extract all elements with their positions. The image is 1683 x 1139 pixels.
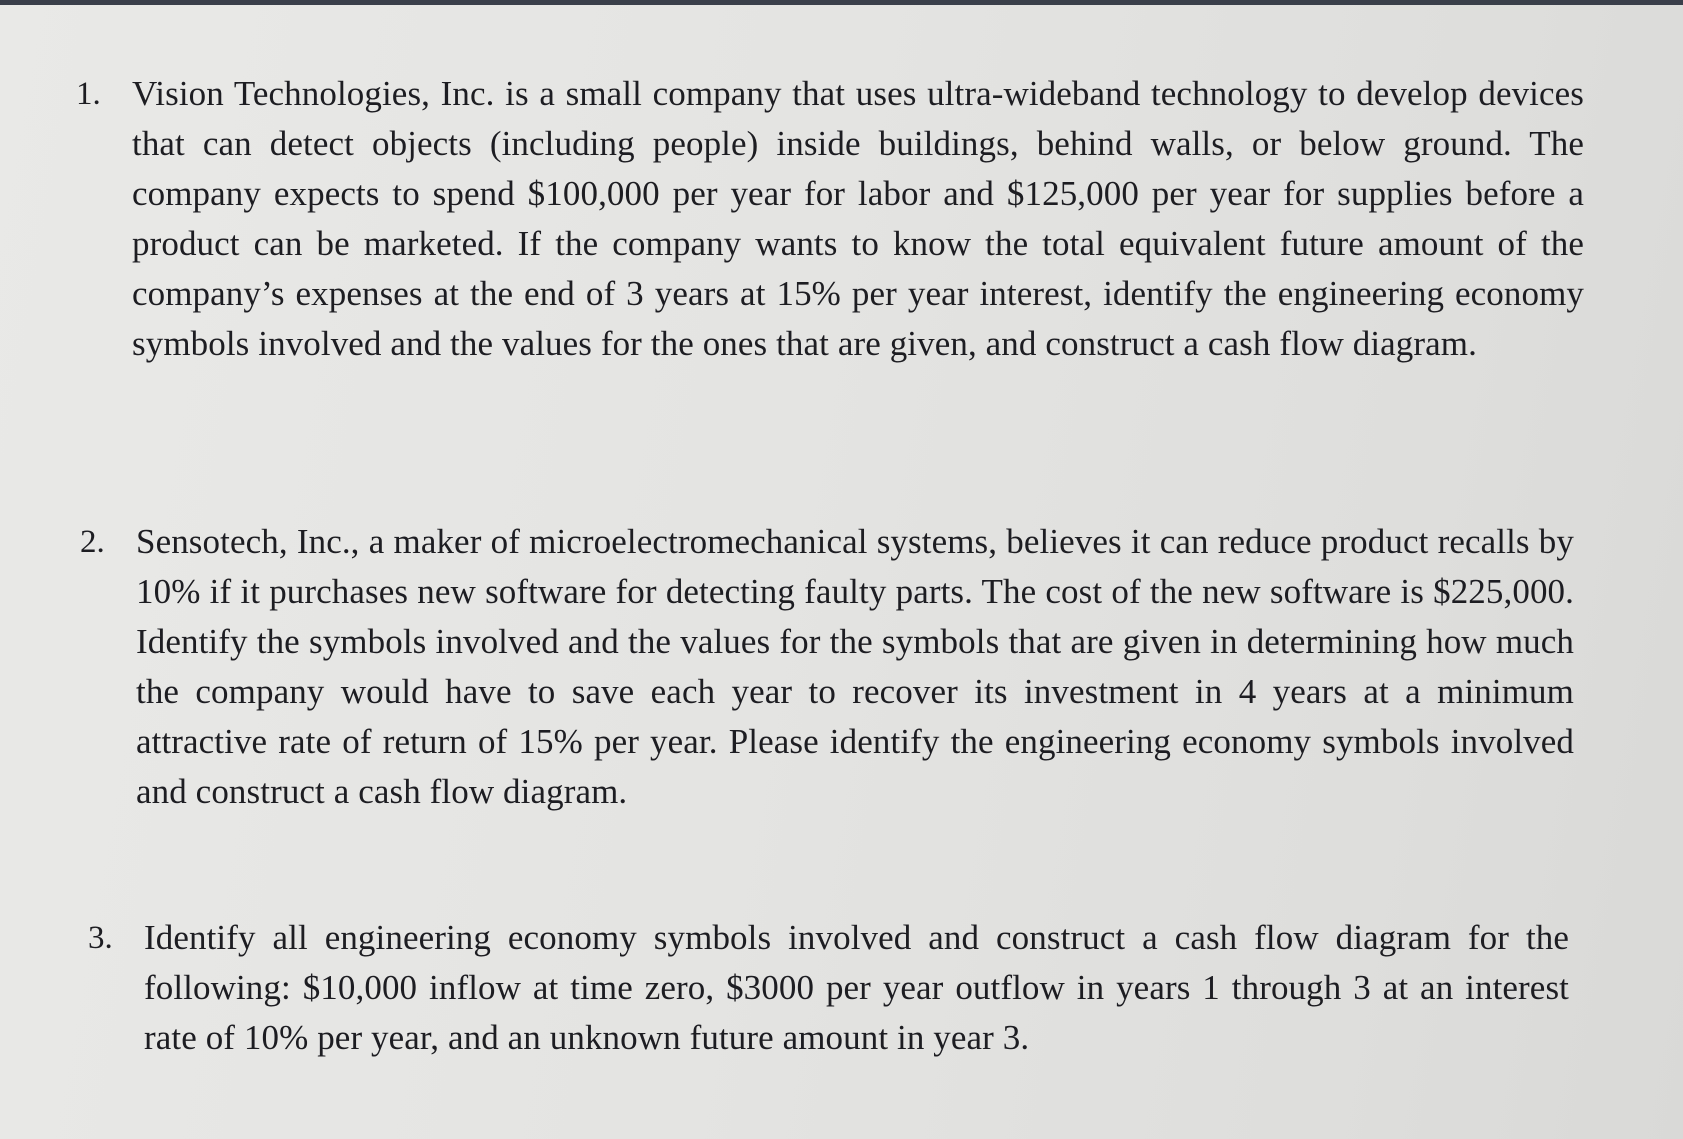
problem-3-text: Identify all engineering economy symbols involved and construct a cash flow diagram for the following: $10,000 inflow at time zero, $3000 per year outflow in years 1 through 3 at an interest rate of 10% per year, and an unknown future amount in year 3. (144, 918, 1569, 1057)
document-page (0, 5, 1683, 1139)
problem-1 (76, 69, 1584, 369)
problem-1-number: 1. (76, 76, 101, 112)
problem-1-text: Vision Technologies, Inc. is a small company that uses ultra-wideband technology to develop devices that can detect objects (including people) inside buildings, behind walls, or below ground. The company expects to spend $100,000 per year for labor and $125,000 per year for supplies before a product can be marketed. If the company wants to know the total equivalent future amount of the company’s expenses at the end of 3 years at 15% per year interest, identify the engineering economy symbols involved and the values for the ones that are given, and construct a cash flow diagram. (132, 74, 1584, 363)
problem-2 (80, 517, 1574, 817)
problem-2-text: Sensotech, Inc., a maker of microelectromechanical systems, believes it can reduce product recalls by 10% if it purchases new software for detecting faulty parts. The cost of the new software is $225,000. Identify the symbols involved and the values for the symbols that are given in determining how much the company would have to save each year to recover its investment in 4 years at a minimum attractive rate of return of 15% per year. Please identify the engineering economy symbols involved and construct a cash flow diagram. (136, 522, 1574, 811)
problem-2-number: 2. (80, 524, 105, 560)
problem-3 (88, 913, 1569, 1063)
problem-3-number: 3. (88, 920, 113, 956)
